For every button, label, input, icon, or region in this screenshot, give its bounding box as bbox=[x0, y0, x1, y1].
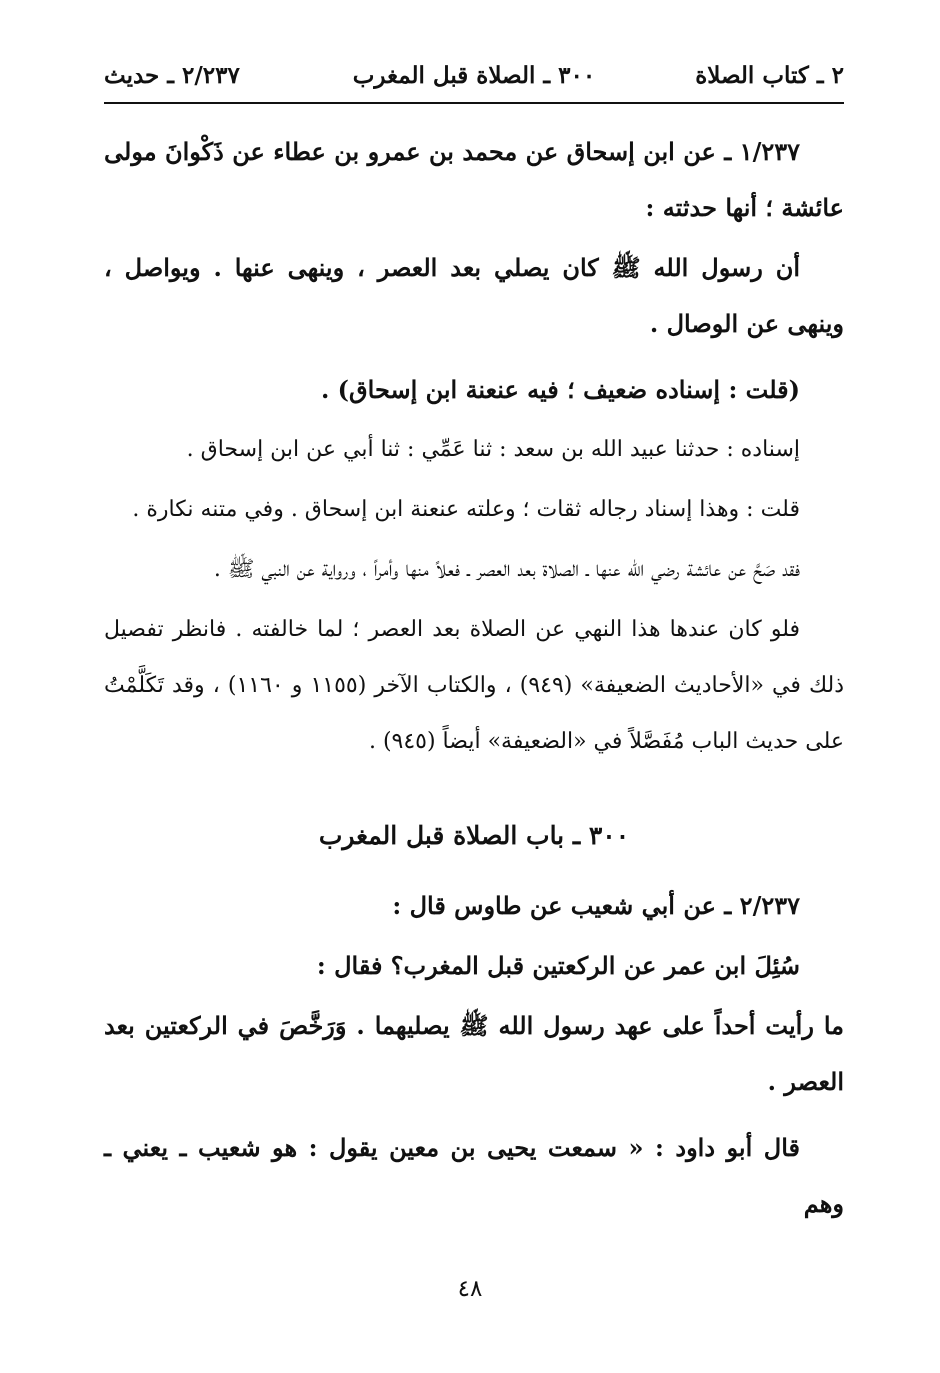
header-divider bbox=[104, 102, 844, 104]
hadith-chain-paragraph-2: ٢/٢٣٧ ـ عن أبي شعيب عن طاوس قال : bbox=[392, 891, 800, 920]
running-header bbox=[104, 62, 844, 102]
section-title: ٣٠٠ ـ باب الصلاة قبل المغرب bbox=[318, 821, 630, 850]
commentary-paragraph-1: قلت : وهذا إسناد رجاله ثقات ؛ وعلته عنعنة ابن إسحاق . وفي متنه نكارة . bbox=[132, 497, 800, 522]
hadith-text-paragraph: أن رسول الله ﷺ كان يصلي بعد العصر ، وينهى عنها . ويواصل ، وينهى عن الوصال . bbox=[104, 253, 844, 338]
hadith-question-paragraph: سُئِلَ ابن عمر عن الركعتين قبل المغرب؟ فقال : bbox=[316, 951, 800, 980]
header-book-title: ٢ ـ كتاب الصلاة bbox=[695, 62, 844, 89]
hadith-chain-paragraph: ١/٢٣٧ ـ عن ابن إسحاق عن محمد بن عمرو بن عطاء عن ذَكْوانَ مولى عائشة ؛ أنها حدثته : bbox=[104, 137, 844, 222]
abu-dawud-note: قال أبو داود : « سمعت يحيى بن معين يقول : هو شعيب ـ يعني ـ وهم bbox=[104, 1133, 844, 1218]
page-body bbox=[104, 124, 844, 1236]
header-chapter-title: ٣٠٠ ـ الصلاة قبل المغرب bbox=[352, 62, 596, 89]
hadith-answer-paragraph: ما رأيت أحداً على عهد رسول الله ﷺ يصليهما . وَرَخَّصَ في الركعتين بعد العصر . bbox=[104, 1011, 844, 1096]
grading-note: (قلت : إسناده ضعيف ؛ فيه عنعنة ابن إسحاق) . bbox=[320, 375, 800, 404]
page-number: ٤٨ bbox=[457, 1276, 483, 1302]
header-hadith-number: ٢/٢٣٧ ـ حديث bbox=[104, 62, 240, 89]
commentary-paragraph-2: فقد صَحَّ عن عائشة رضي الله عنها ـ الصلاة بعد العصر ـ فعلاً منها وأمراً ، ورواية عن النبي ﷺ . bbox=[213, 557, 800, 582]
isnad-paragraph: إسناده : حدثنا عبيد الله بن سعد : ثنا عَمِّي : ثنا أبي عن ابن إسحاق . bbox=[186, 437, 800, 462]
commentary-paragraph-3: فلو كان عندها هذا النهي عن الصلاة بعد العصر ؛ لما خالفته . فانظر تفصيل ذلك في «الأحاديث الضعيفة» (٩٤٩) ، والكتاب الآخر (١١٥٥ و ١١٦٠) ، وقد تَكَلَّمْتُ على حديث الباب مُفَصَّلاً في «الضعيفة» أيضاً (٩٤٥) . bbox=[104, 617, 844, 754]
